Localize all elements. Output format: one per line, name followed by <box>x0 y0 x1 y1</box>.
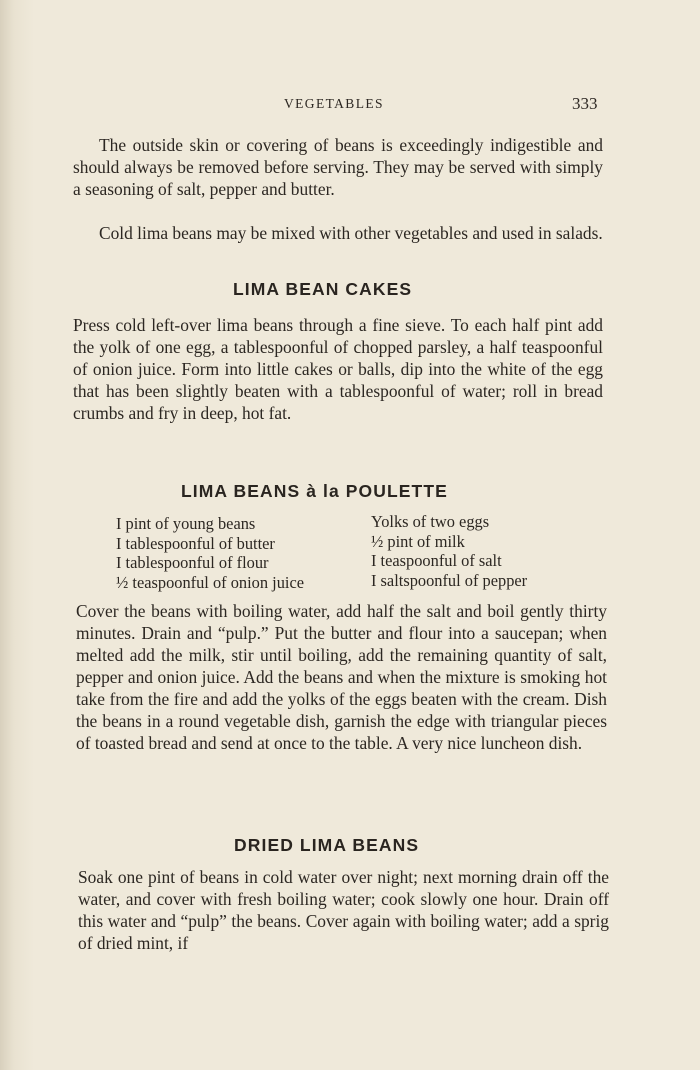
ingredient-item: ½ teaspoonful of onion juice <box>116 572 304 592</box>
recipe-body-dried-lima-beans: Soak one pint of beans in cold water over night; next morning drain off the water, and cover with fresh boiling water; cook slowly one hour. Drain off this water and “pulp” the beans. Cover again with boiling water; add a sprig of dried mint, if <box>78 867 609 953</box>
recipe-body-lima-beans-poulette: Cover the beans with boiling water, add half the salt and boil gently thirty minutes. Drain and “pulp.” Put the butter and flour into a saucepan; when melted add the milk, stir until boiling, add the remaining quantity of salt, pepper and onion juice. Add the beans and when the mixture is smoking hot take from the fire and add the yolks of the eggs beaten with the cream. Dish the beans in a round vegetable dish, garnish the edge with triangular pieces of toasted bread and send at once to the table. A very nice luncheon dish. <box>76 601 607 753</box>
ingredient-item: I teaspoonful of salt <box>371 551 502 570</box>
page-number: 333 <box>572 94 598 113</box>
recipe-title-lima-beans-poulette: LIMA BEANS à la POULETTE <box>181 481 448 501</box>
recipe-title-dried-lima-beans: DRIED LIMA BEANS <box>234 835 420 855</box>
ingredients-left-column <box>116 514 304 592</box>
ingredient-item: ½ pint of milk <box>371 531 465 551</box>
recipe-body-lima-bean-cakes: Press cold left-over lima beans through a fine sieve. To each half pint add the yolk of one egg, a tablespoonful of chopped parsley, a half teaspoonful of onion juice. Form into little cakes or balls, dip into the white of the egg that has been slightly beaten with a tablespoonful of water; roll in bread crumbs and fry in deep, hot fat. <box>73 315 603 423</box>
ingredient-item: I tablespoonful of butter <box>116 533 275 553</box>
intro-paragraph-1: The outside skin or covering of beans is exceedingly indigestible and should always be removed before serving. They may be served with simply a seasoning of salt, pepper and butter. <box>73 135 603 199</box>
ingredient-item: I saltspoonful of pepper <box>371 570 528 590</box>
intro-paragraph-2: Cold lima beans may be mixed with other vegetables and used in salads. <box>99 223 603 243</box>
ingredient-item: Yolks of two eggs <box>371 512 490 531</box>
ingredient-item: I pint of young beans <box>116 514 256 533</box>
ingredients-right-column <box>371 512 527 590</box>
running-head: VEGETABLES <box>284 96 384 111</box>
recipe-title-lima-bean-cakes: LIMA BEAN CAKES <box>233 279 413 299</box>
ingredient-item: I tablespoonful of flour <box>116 553 269 572</box>
